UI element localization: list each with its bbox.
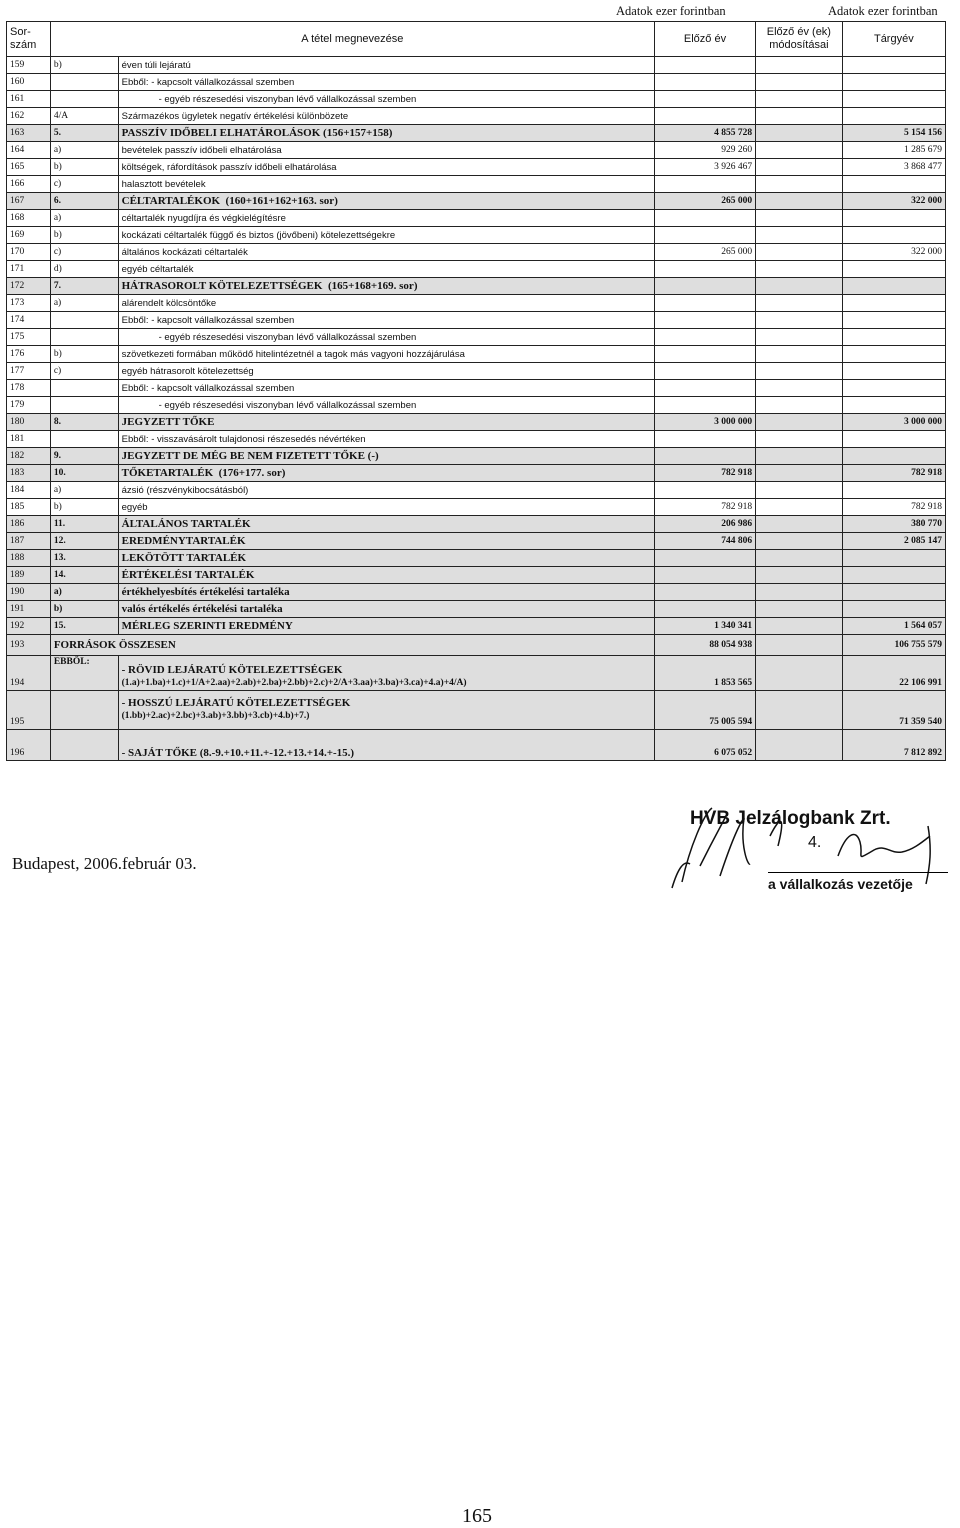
row-code: 13. bbox=[50, 550, 118, 567]
table-row bbox=[7, 108, 946, 125]
balance-sheet-table bbox=[6, 21, 946, 761]
row-mod-value bbox=[756, 193, 843, 210]
row-cur-value: 71 359 540 bbox=[842, 691, 945, 730]
row-mod-value bbox=[756, 176, 843, 193]
row-mod-value bbox=[756, 550, 843, 567]
row-cur-value: 322 000 bbox=[842, 244, 945, 261]
row-code bbox=[50, 691, 118, 730]
row-prev-value: 1 853 565 bbox=[654, 656, 755, 691]
row-mod-value bbox=[756, 244, 843, 261]
row-mod-value bbox=[756, 635, 843, 656]
row-label: kockázati céltartalék függő és biztos (jövőbeni) kötelezettségekre bbox=[118, 227, 654, 244]
row-cur-value bbox=[842, 57, 945, 74]
row-mod-value bbox=[756, 210, 843, 227]
table-row bbox=[7, 414, 946, 431]
row-mod-value bbox=[756, 691, 843, 730]
row-number: 174 bbox=[7, 312, 51, 329]
row-label: ÉRTÉKELÉSI TARTALÉK bbox=[118, 567, 654, 584]
row-cur-value bbox=[842, 550, 945, 567]
row-prev-value bbox=[654, 601, 755, 618]
row-prev-value bbox=[654, 448, 755, 465]
header-mod: Előző év (ek) módosításai bbox=[756, 22, 843, 57]
row-number: 195 bbox=[7, 691, 51, 730]
row-label: PASSZÍV IDŐBELI ELHATÁROLÁSOK (156+157+158) bbox=[118, 125, 654, 142]
row-number: 190 bbox=[7, 584, 51, 601]
row-mod-value bbox=[756, 533, 843, 550]
row-cur-value bbox=[842, 380, 945, 397]
table-row bbox=[7, 584, 946, 601]
table-row bbox=[7, 125, 946, 142]
row-mod-value bbox=[756, 380, 843, 397]
row-number: 189 bbox=[7, 567, 51, 584]
table-row bbox=[7, 159, 946, 176]
row-prev-value bbox=[654, 295, 755, 312]
row-number: 167 bbox=[7, 193, 51, 210]
table-row bbox=[7, 431, 946, 448]
table-body bbox=[7, 57, 946, 635]
row-code: 8. bbox=[50, 414, 118, 431]
row-label: LEKÖTÖTT TARTALÉK bbox=[118, 550, 654, 567]
row-label: JEGYZETT TŐKE bbox=[118, 414, 654, 431]
units-label-right: Adatok ezer forintban bbox=[828, 4, 938, 18]
row-prev-value bbox=[654, 329, 755, 346]
row-prev-value: 3 926 467 bbox=[654, 159, 755, 176]
table-row bbox=[7, 278, 946, 295]
row-cur-value: 3 868 477 bbox=[842, 159, 945, 176]
row-label bbox=[118, 656, 654, 691]
row-code: a) bbox=[50, 210, 118, 227]
row-cur-value: 782 918 bbox=[842, 499, 945, 516]
row-cur-value bbox=[842, 329, 945, 346]
table-row bbox=[7, 397, 946, 414]
row-mod-value bbox=[756, 656, 843, 691]
row-prev-value bbox=[654, 278, 755, 295]
table-row bbox=[7, 380, 946, 397]
row-code: b) bbox=[50, 57, 118, 74]
row-mod-value bbox=[756, 295, 843, 312]
row-mod-value bbox=[756, 448, 843, 465]
row-mod-value bbox=[756, 499, 843, 516]
row-label-line2: (1.bb)+2.ac)+2.bc)+3.ab)+3.bb)+3.cb)+4.b)+7.) bbox=[121, 711, 310, 721]
row-cur-value bbox=[842, 176, 945, 193]
row-number: 165 bbox=[7, 159, 51, 176]
row-number: 178 bbox=[7, 380, 51, 397]
row-number: 184 bbox=[7, 482, 51, 499]
summary-body bbox=[7, 635, 946, 761]
row-label: szövetkezeti formában működő hitelintézetnél a tagok más vagyoni hozzájárulása bbox=[118, 346, 654, 363]
row-prev-value: 88 054 938 bbox=[654, 635, 755, 656]
row-label: Ebből: - kapcsolt vállalkozással szemben bbox=[118, 312, 654, 329]
header-prev: Előző év bbox=[654, 22, 755, 57]
row-prev-value bbox=[654, 431, 755, 448]
row-prev-value: 744 806 bbox=[654, 533, 755, 550]
row-cur-value bbox=[842, 210, 945, 227]
row-cur-value bbox=[842, 567, 945, 584]
row-number: 176 bbox=[7, 346, 51, 363]
row-prev-value: 782 918 bbox=[654, 499, 755, 516]
row-label: - egyéb részesedési viszonyban lévő vállalkozással szemben bbox=[118, 91, 654, 108]
row-number: 193 bbox=[7, 635, 51, 656]
row-label-line1: - RÖVID LEJÁRATÚ KÖTELEZETTSÉGEK bbox=[121, 664, 343, 676]
row-label: Ebből: - visszavásárolt tulajdonosi részesedés névértéken bbox=[118, 431, 654, 448]
stamp-number: 4. bbox=[808, 834, 822, 851]
row-mod-value bbox=[756, 159, 843, 176]
page-number: 165 bbox=[462, 1505, 492, 1527]
row-mod-value bbox=[756, 108, 843, 125]
row-number: 187 bbox=[7, 533, 51, 550]
row-number: 194 bbox=[7, 656, 51, 691]
header-sorszam: Sor- szám bbox=[7, 22, 51, 57]
row-prev-value: 782 918 bbox=[654, 465, 755, 482]
row-number: 169 bbox=[7, 227, 51, 244]
row-prev-value bbox=[654, 57, 755, 74]
row-prev-value bbox=[654, 74, 755, 91]
row-mod-value bbox=[756, 482, 843, 499]
row-cur-value: 106 755 579 bbox=[842, 635, 945, 656]
row-mod-value bbox=[756, 414, 843, 431]
row-code: a) bbox=[50, 482, 118, 499]
table-row bbox=[7, 193, 946, 210]
table-row bbox=[7, 312, 946, 329]
row-number: 181 bbox=[7, 431, 51, 448]
units-label-left: Adatok ezer forintban bbox=[616, 4, 726, 18]
row-cur-value bbox=[842, 448, 945, 465]
row-cur-value bbox=[842, 312, 945, 329]
row-mod-value bbox=[756, 312, 843, 329]
row-cur-value bbox=[842, 261, 945, 278]
row-code: 7. bbox=[50, 278, 118, 295]
row-number: 192 bbox=[7, 618, 51, 635]
row-prev-value bbox=[654, 346, 755, 363]
row-mod-value bbox=[756, 618, 843, 635]
row-mod-value bbox=[756, 74, 843, 91]
row-cur-value bbox=[842, 482, 945, 499]
row-cur-value: 22 106 991 bbox=[842, 656, 945, 691]
row-prev-value bbox=[654, 108, 755, 125]
row-number: 170 bbox=[7, 244, 51, 261]
row-number: 162 bbox=[7, 108, 51, 125]
row-number: 179 bbox=[7, 397, 51, 414]
row-prev-value: 4 855 728 bbox=[654, 125, 755, 142]
table-row bbox=[7, 482, 946, 499]
row-label: értékhelyesbítés értékelési tartaléka bbox=[118, 584, 654, 601]
row-code bbox=[50, 730, 118, 761]
row-number: 191 bbox=[7, 601, 51, 618]
row-prev-value bbox=[654, 550, 755, 567]
row-label: halasztott bevételek bbox=[118, 176, 654, 193]
row-code: 12. bbox=[50, 533, 118, 550]
row-mod-value bbox=[756, 142, 843, 159]
row-number: 159 bbox=[7, 57, 51, 74]
row-code: 14. bbox=[50, 567, 118, 584]
table-row bbox=[7, 601, 946, 618]
row-code: d) bbox=[50, 261, 118, 278]
row-number: 188 bbox=[7, 550, 51, 567]
row-prev-value bbox=[654, 227, 755, 244]
row-number: 164 bbox=[7, 142, 51, 159]
row-code: b) bbox=[50, 499, 118, 516]
table-row bbox=[7, 74, 946, 91]
row-label: TŐKETARTALÉK (176+177. sor) bbox=[118, 465, 654, 482]
row-label bbox=[118, 691, 654, 730]
row-number: 172 bbox=[7, 278, 51, 295]
row-mod-value bbox=[756, 227, 843, 244]
table-row bbox=[7, 448, 946, 465]
row-cur-value: 7 812 892 bbox=[842, 730, 945, 761]
row-prev-value: 265 000 bbox=[654, 244, 755, 261]
table-row-195 bbox=[7, 691, 946, 730]
row-mod-value bbox=[756, 329, 843, 346]
row-code: a) bbox=[50, 142, 118, 159]
row-mod-value bbox=[756, 278, 843, 295]
row-code: 11. bbox=[50, 516, 118, 533]
row-label: valós értékelés értékelési tartaléka bbox=[118, 601, 654, 618]
row-mod-value bbox=[756, 261, 843, 278]
row-prev-value bbox=[654, 584, 755, 601]
row-mod-value bbox=[756, 431, 843, 448]
row-code: b) bbox=[50, 227, 118, 244]
row-code: 5. bbox=[50, 125, 118, 142]
row-number: 171 bbox=[7, 261, 51, 278]
row-label: CÉLTARTALÉKOK (160+161+162+163. sor) bbox=[118, 193, 654, 210]
row-mod-value bbox=[756, 346, 843, 363]
row-prev-value bbox=[654, 261, 755, 278]
table-row bbox=[7, 261, 946, 278]
row-mod-value bbox=[756, 91, 843, 108]
row-label-line1: - HOSSZÚ LEJÁRATÚ KÖTELEZETTSÉGEK bbox=[121, 697, 351, 709]
row-code: 9. bbox=[50, 448, 118, 465]
row-mod-value bbox=[756, 397, 843, 414]
row-label-line2: (1.a)+1.ba)+1.c)+1/A+2.aa)+2.ab)+2.ba)+2.bb)+2.c)+2/A+3.aa)+3.ba)+3.ca)+4.a)+4/A) bbox=[121, 678, 467, 688]
table-row bbox=[7, 618, 946, 635]
signatory-role: a vállalkozás vezetője bbox=[768, 876, 913, 892]
row-prev-value: 206 986 bbox=[654, 516, 755, 533]
row-label: bevételek passzív időbeli elhatárolása bbox=[118, 142, 654, 159]
row-code: a) bbox=[50, 584, 118, 601]
table-row-194 bbox=[7, 656, 946, 691]
row-mod-value bbox=[756, 363, 843, 380]
row-number: 177 bbox=[7, 363, 51, 380]
row-cur-value bbox=[842, 91, 945, 108]
row-code: 10. bbox=[50, 465, 118, 482]
row-code bbox=[50, 329, 118, 346]
row-label: általános kockázati céltartalék bbox=[118, 244, 654, 261]
row-cur-value bbox=[842, 227, 945, 244]
row-prev-value bbox=[654, 397, 755, 414]
row-label: egyéb hátrasorolt kötelezettség bbox=[118, 363, 654, 380]
row-number: 161 bbox=[7, 91, 51, 108]
row-code: c) bbox=[50, 244, 118, 261]
table-row bbox=[7, 91, 946, 108]
table-row bbox=[7, 210, 946, 227]
signature-line bbox=[768, 872, 948, 873]
row-number: 163 bbox=[7, 125, 51, 142]
row-label: - SAJÁT TŐKE (8.-9.+10.+11.+-12.+13.+14.+-15.) bbox=[118, 730, 654, 761]
table-row-193 bbox=[7, 635, 946, 656]
row-cur-value bbox=[842, 108, 945, 125]
row-label: Ebből: - kapcsolt vállalkozással szemben bbox=[118, 380, 654, 397]
row-cur-value: 2 085 147 bbox=[842, 533, 945, 550]
row-code bbox=[50, 74, 118, 91]
row-mod-value bbox=[756, 125, 843, 142]
row-code: b) bbox=[50, 346, 118, 363]
table-row bbox=[7, 533, 946, 550]
table-row bbox=[7, 550, 946, 567]
table-row bbox=[7, 363, 946, 380]
row-cur-value bbox=[842, 295, 945, 312]
row-label: - egyéb részesedési viszonyban lévő vállalkozással szemben bbox=[118, 329, 654, 346]
row-cur-value: 782 918 bbox=[842, 465, 945, 482]
row-cur-value bbox=[842, 74, 945, 91]
row-mod-value bbox=[756, 57, 843, 74]
table-row bbox=[7, 142, 946, 159]
row-label: Ebből: - kapcsolt vállalkozással szemben bbox=[118, 74, 654, 91]
row-cur-value bbox=[842, 397, 945, 414]
row-number: 175 bbox=[7, 329, 51, 346]
table-row bbox=[7, 465, 946, 482]
row-cur-value bbox=[842, 431, 945, 448]
row-prev-value bbox=[654, 380, 755, 397]
row-cur-value: 322 000 bbox=[842, 193, 945, 210]
row-label: JEGYZETT DE MÉG BE NEM FIZETETT TŐKE (-) bbox=[118, 448, 654, 465]
header-name: A tétel megnevezése bbox=[50, 22, 654, 57]
row-label: EREDMÉNYTARTALÉK bbox=[118, 533, 654, 550]
row-cur-value bbox=[842, 363, 945, 380]
row-prev-value bbox=[654, 312, 755, 329]
row-cur-value bbox=[842, 346, 945, 363]
table-row-196 bbox=[7, 730, 946, 761]
row-code: c) bbox=[50, 176, 118, 193]
row-prev-value bbox=[654, 363, 755, 380]
row-mod-value bbox=[756, 567, 843, 584]
table-row bbox=[7, 227, 946, 244]
row-prev-value: 929 260 bbox=[654, 142, 755, 159]
table-row bbox=[7, 346, 946, 363]
row-prev-value bbox=[654, 210, 755, 227]
row-number: 185 bbox=[7, 499, 51, 516]
row-label: ÁLTALÁNOS TARTALÉK bbox=[118, 516, 654, 533]
table-row bbox=[7, 516, 946, 533]
row-code: 15. bbox=[50, 618, 118, 635]
row-cur-value bbox=[842, 601, 945, 618]
row-cur-value bbox=[842, 584, 945, 601]
row-label: FORRÁSOK ÖSSZESEN bbox=[50, 635, 654, 656]
row-ebbol: EBBŐL: bbox=[50, 656, 118, 691]
row-cur-value: 3 000 000 bbox=[842, 414, 945, 431]
row-number: 182 bbox=[7, 448, 51, 465]
table-row bbox=[7, 176, 946, 193]
row-code bbox=[50, 397, 118, 414]
row-prev-value bbox=[654, 176, 755, 193]
row-code: 6. bbox=[50, 193, 118, 210]
row-prev-value: 6 075 052 bbox=[654, 730, 755, 761]
table-row bbox=[7, 329, 946, 346]
row-code bbox=[50, 431, 118, 448]
row-cur-value: 5 154 156 bbox=[842, 125, 945, 142]
table-row bbox=[7, 244, 946, 261]
row-label: ázsió (részvénykibocsátásból) bbox=[118, 482, 654, 499]
row-label: egyéb céltartalék bbox=[118, 261, 654, 278]
row-number: 166 bbox=[7, 176, 51, 193]
row-code: c) bbox=[50, 363, 118, 380]
row-code: b) bbox=[50, 601, 118, 618]
row-number: 160 bbox=[7, 74, 51, 91]
row-code bbox=[50, 380, 118, 397]
table-row bbox=[7, 499, 946, 516]
place-date: Budapest, 2006.február 03. bbox=[12, 854, 197, 873]
row-label: - egyéb részesedési viszonyban lévő vállalkozással szemben bbox=[118, 397, 654, 414]
row-cur-value: 1 285 679 bbox=[842, 142, 945, 159]
row-label: alárendelt kölcsöntőke bbox=[118, 295, 654, 312]
row-number: 168 bbox=[7, 210, 51, 227]
row-code bbox=[50, 91, 118, 108]
row-mod-value bbox=[756, 516, 843, 533]
row-number: 183 bbox=[7, 465, 51, 482]
table-row bbox=[7, 567, 946, 584]
row-label: céltartalék nyugdíjra és végkielégítésre bbox=[118, 210, 654, 227]
row-label: költségek, ráfordítások passzív időbeli elhatárolása bbox=[118, 159, 654, 176]
row-mod-value bbox=[756, 584, 843, 601]
row-prev-value: 1 340 341 bbox=[654, 618, 755, 635]
row-code bbox=[50, 312, 118, 329]
row-prev-value bbox=[654, 91, 755, 108]
row-prev-value: 75 005 594 bbox=[654, 691, 755, 730]
company-stamp: HVB Jelzálogbank Zrt. bbox=[690, 808, 891, 829]
row-prev-value: 265 000 bbox=[654, 193, 755, 210]
row-cur-value: 380 770 bbox=[842, 516, 945, 533]
row-label: MÉRLEG SZERINTI EREDMÉNY bbox=[118, 618, 654, 635]
row-code: b) bbox=[50, 159, 118, 176]
row-code: a) bbox=[50, 295, 118, 312]
row-mod-value bbox=[756, 465, 843, 482]
row-label: HÁTRASOROLT KÖTELEZETTSÉGEK (165+168+169. sor) bbox=[118, 278, 654, 295]
table-row bbox=[7, 295, 946, 312]
row-cur-value: 1 564 057 bbox=[842, 618, 945, 635]
row-label: egyéb bbox=[118, 499, 654, 516]
row-cur-value bbox=[842, 278, 945, 295]
row-code: 4/A bbox=[50, 108, 118, 125]
row-number: 173 bbox=[7, 295, 51, 312]
row-mod-value bbox=[756, 601, 843, 618]
row-prev-value bbox=[654, 482, 755, 499]
row-label: éven túli lejáratú bbox=[118, 57, 654, 74]
row-number: 186 bbox=[7, 516, 51, 533]
row-label: Származékos ügyletek negatív értékelési különbözete bbox=[118, 108, 654, 125]
header-cur: Tárgyév bbox=[842, 22, 945, 57]
row-mod-value bbox=[756, 730, 843, 761]
row-number: 196 bbox=[7, 730, 51, 761]
row-prev-value bbox=[654, 567, 755, 584]
table-row bbox=[7, 57, 946, 74]
row-prev-value: 3 000 000 bbox=[654, 414, 755, 431]
row-number: 180 bbox=[7, 414, 51, 431]
